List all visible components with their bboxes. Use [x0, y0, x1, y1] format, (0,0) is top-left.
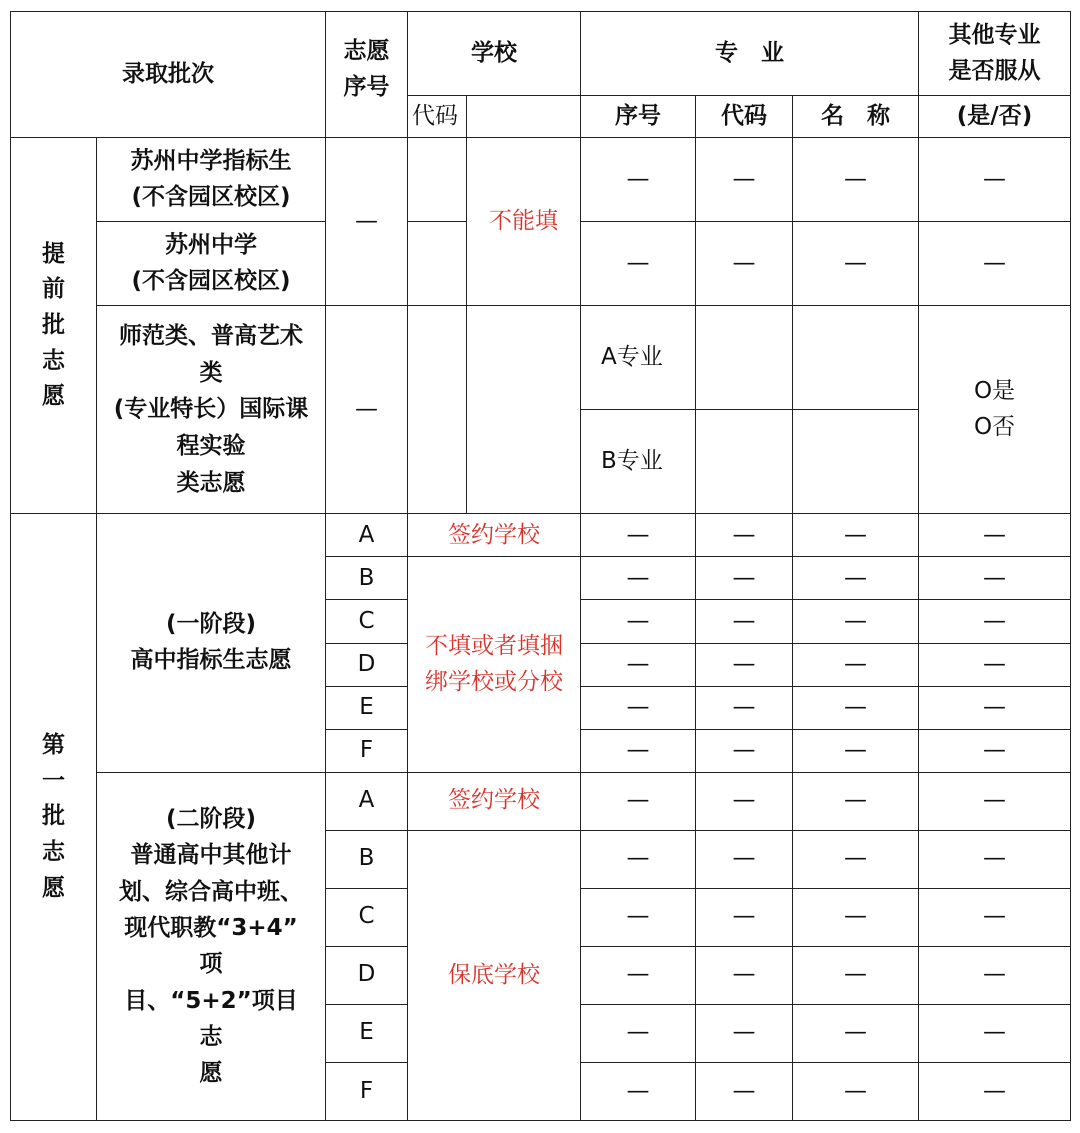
- stage1-a-name: —: [793, 514, 919, 557]
- stage1-d-obey: —: [919, 643, 1071, 686]
- early-batch-char: 志: [42, 347, 65, 374]
- stage2-a-seq: —: [581, 772, 696, 830]
- first-batch-label: [11, 514, 97, 1121]
- first-batch-char: 一: [42, 767, 65, 794]
- early-batch-char: 愿: [42, 383, 65, 410]
- stage1-f-name: —: [793, 729, 919, 772]
- early-row-arts: 师范类、普高艺术 类 (专业特长）国际课 程实验 类志愿: [97, 306, 326, 514]
- cannot-fill-note: 不能填: [467, 138, 581, 306]
- stage2-letter: E: [326, 1004, 408, 1062]
- header-major-seq: 序号: [581, 96, 696, 138]
- major-b-cell: B专业: [581, 410, 696, 514]
- early-row1-name: —: [793, 138, 919, 222]
- stage1-letter: F: [326, 729, 408, 772]
- stage1-e-obey: —: [919, 686, 1071, 729]
- early-row-suzhou: 苏州中学 (不含园区校区): [97, 222, 326, 306]
- major-b-code: [696, 410, 793, 514]
- stage1-c-name: —: [793, 600, 919, 643]
- major-a-name: [793, 306, 919, 410]
- header-batch: 录取批次: [11, 12, 326, 138]
- stage2-f-code: —: [696, 1062, 793, 1120]
- early-row1-obey: —: [919, 138, 1071, 222]
- stage1-b-name: —: [793, 557, 919, 600]
- early-row3-code: [408, 306, 467, 514]
- stage1-signed-school: 签约学校: [408, 514, 581, 557]
- stage1-c-obey: —: [919, 600, 1071, 643]
- early-row-suzhou-quota: 苏州中学指标生 (不含园区校区): [97, 138, 326, 222]
- first-batch-char: 愿: [42, 874, 65, 901]
- early-row2-name: —: [793, 222, 919, 306]
- stage2-a-code: —: [696, 772, 793, 830]
- header-choice-no-label: 志愿 序号: [343, 38, 390, 100]
- stage1-f-obey: —: [919, 729, 1071, 772]
- stage1-label: (一阶段) 高中指标生志愿: [97, 514, 326, 772]
- early-row2-obey: —: [919, 222, 1071, 306]
- stage1-e-name: —: [793, 686, 919, 729]
- early-row1-seq: —: [581, 138, 696, 222]
- early-row2-seq: —: [581, 222, 696, 306]
- early-batch-char: 批: [42, 311, 65, 338]
- stage2-f-obey: —: [919, 1062, 1071, 1120]
- stage2-letter: F: [326, 1062, 408, 1120]
- obey-options: O是 O否: [919, 306, 1071, 514]
- stage2-letter: C: [326, 888, 408, 946]
- early-row1-code: [408, 138, 467, 222]
- stage2-b-code: —: [696, 830, 793, 888]
- stage1-d-name: —: [793, 643, 919, 686]
- header-school: 学校: [408, 12, 581, 96]
- stage1-b-seq: —: [581, 557, 696, 600]
- stage1-a-obey: —: [919, 514, 1071, 557]
- header-yes-no: (是/否): [919, 96, 1071, 138]
- major-a-cell: A专业: [581, 306, 696, 410]
- early-row3-choice-dash: —: [326, 306, 408, 514]
- stage2-c-seq: —: [581, 888, 696, 946]
- stage2-e-seq: —: [581, 1004, 696, 1062]
- stage1-b-obey: —: [919, 557, 1071, 600]
- stage2-d-obey: —: [919, 946, 1071, 1004]
- first-batch-char: 第: [42, 732, 65, 759]
- stage2-e-code: —: [696, 1004, 793, 1062]
- early-row12-choice-dash: —: [326, 138, 408, 306]
- stage2-a-obey: —: [919, 772, 1071, 830]
- stage2-f-seq: —: [581, 1062, 696, 1120]
- major-b-name: [793, 410, 919, 514]
- stage2-b-name: —: [793, 830, 919, 888]
- header-major: 专 业: [581, 12, 919, 96]
- stage1-d-seq: —: [581, 643, 696, 686]
- early-row2-code-major: —: [696, 222, 793, 306]
- stage1-d-code: —: [696, 643, 793, 686]
- header-major-name: 名 称: [793, 96, 919, 138]
- stage2-d-seq: —: [581, 946, 696, 1004]
- stage2-c-name: —: [793, 888, 919, 946]
- stage1-e-code: —: [696, 686, 793, 729]
- stage2-label: (二阶段) 普通高中其他计 划、综合高中班、 现代职教“3+4” 项 目、“5+2”项目 志 愿: [97, 772, 326, 1120]
- stage1-letter: A: [326, 514, 408, 557]
- stage2-c-code: —: [696, 888, 793, 946]
- early-batch-label: [11, 138, 97, 514]
- stage1-letter: B: [326, 557, 408, 600]
- header-major-code: 代码: [696, 96, 793, 138]
- stage2-b-obey: —: [919, 830, 1071, 888]
- stage1-f-seq: —: [581, 729, 696, 772]
- stage1-c-code: —: [696, 600, 793, 643]
- stage2-e-obey: —: [919, 1004, 1071, 1062]
- stage2-e-name: —: [793, 1004, 919, 1062]
- header-school-code: 代码: [408, 96, 467, 138]
- first-batch-char: 志: [42, 839, 65, 866]
- stage1-b-code: —: [696, 557, 793, 600]
- stage2-b-seq: —: [581, 830, 696, 888]
- stage1-letter: E: [326, 686, 408, 729]
- header-other-major: 其他专业 是否服从: [919, 12, 1071, 96]
- admission-form-table: [10, 11, 1071, 1121]
- stage2-f-name: —: [793, 1062, 919, 1120]
- stage2-letter: A: [326, 772, 408, 830]
- stage1-other-schools: 不填或者填捆 绑学校或分校: [408, 557, 581, 772]
- stage1-f-code: —: [696, 729, 793, 772]
- stage1-a-code: —: [696, 514, 793, 557]
- early-batch-char: 提: [42, 240, 65, 267]
- stage1-letter: D: [326, 643, 408, 686]
- stage1-a-seq: —: [581, 514, 696, 557]
- stage1-e-seq: —: [581, 686, 696, 729]
- stage2-c-obey: —: [919, 888, 1071, 946]
- early-row1-code-major: —: [696, 138, 793, 222]
- stage2-d-name: —: [793, 946, 919, 1004]
- first-batch-char: 批: [42, 803, 65, 830]
- stage2-d-code: —: [696, 946, 793, 1004]
- header-choice-no: [326, 12, 408, 138]
- stage2-signed-school: 签约学校: [408, 772, 581, 830]
- stage2-a-name: —: [793, 772, 919, 830]
- header-school-name-blank: [467, 96, 581, 138]
- stage2-safety-school: 保底学校: [408, 830, 581, 1120]
- early-row3-school: [467, 306, 581, 514]
- stage1-c-seq: —: [581, 600, 696, 643]
- stage2-letter: D: [326, 946, 408, 1004]
- stage1-letter: C: [326, 600, 408, 643]
- early-row2-code: [408, 222, 467, 306]
- stage2-letter: B: [326, 830, 408, 888]
- early-batch-char: 前: [42, 276, 65, 303]
- major-a-code: [696, 306, 793, 410]
